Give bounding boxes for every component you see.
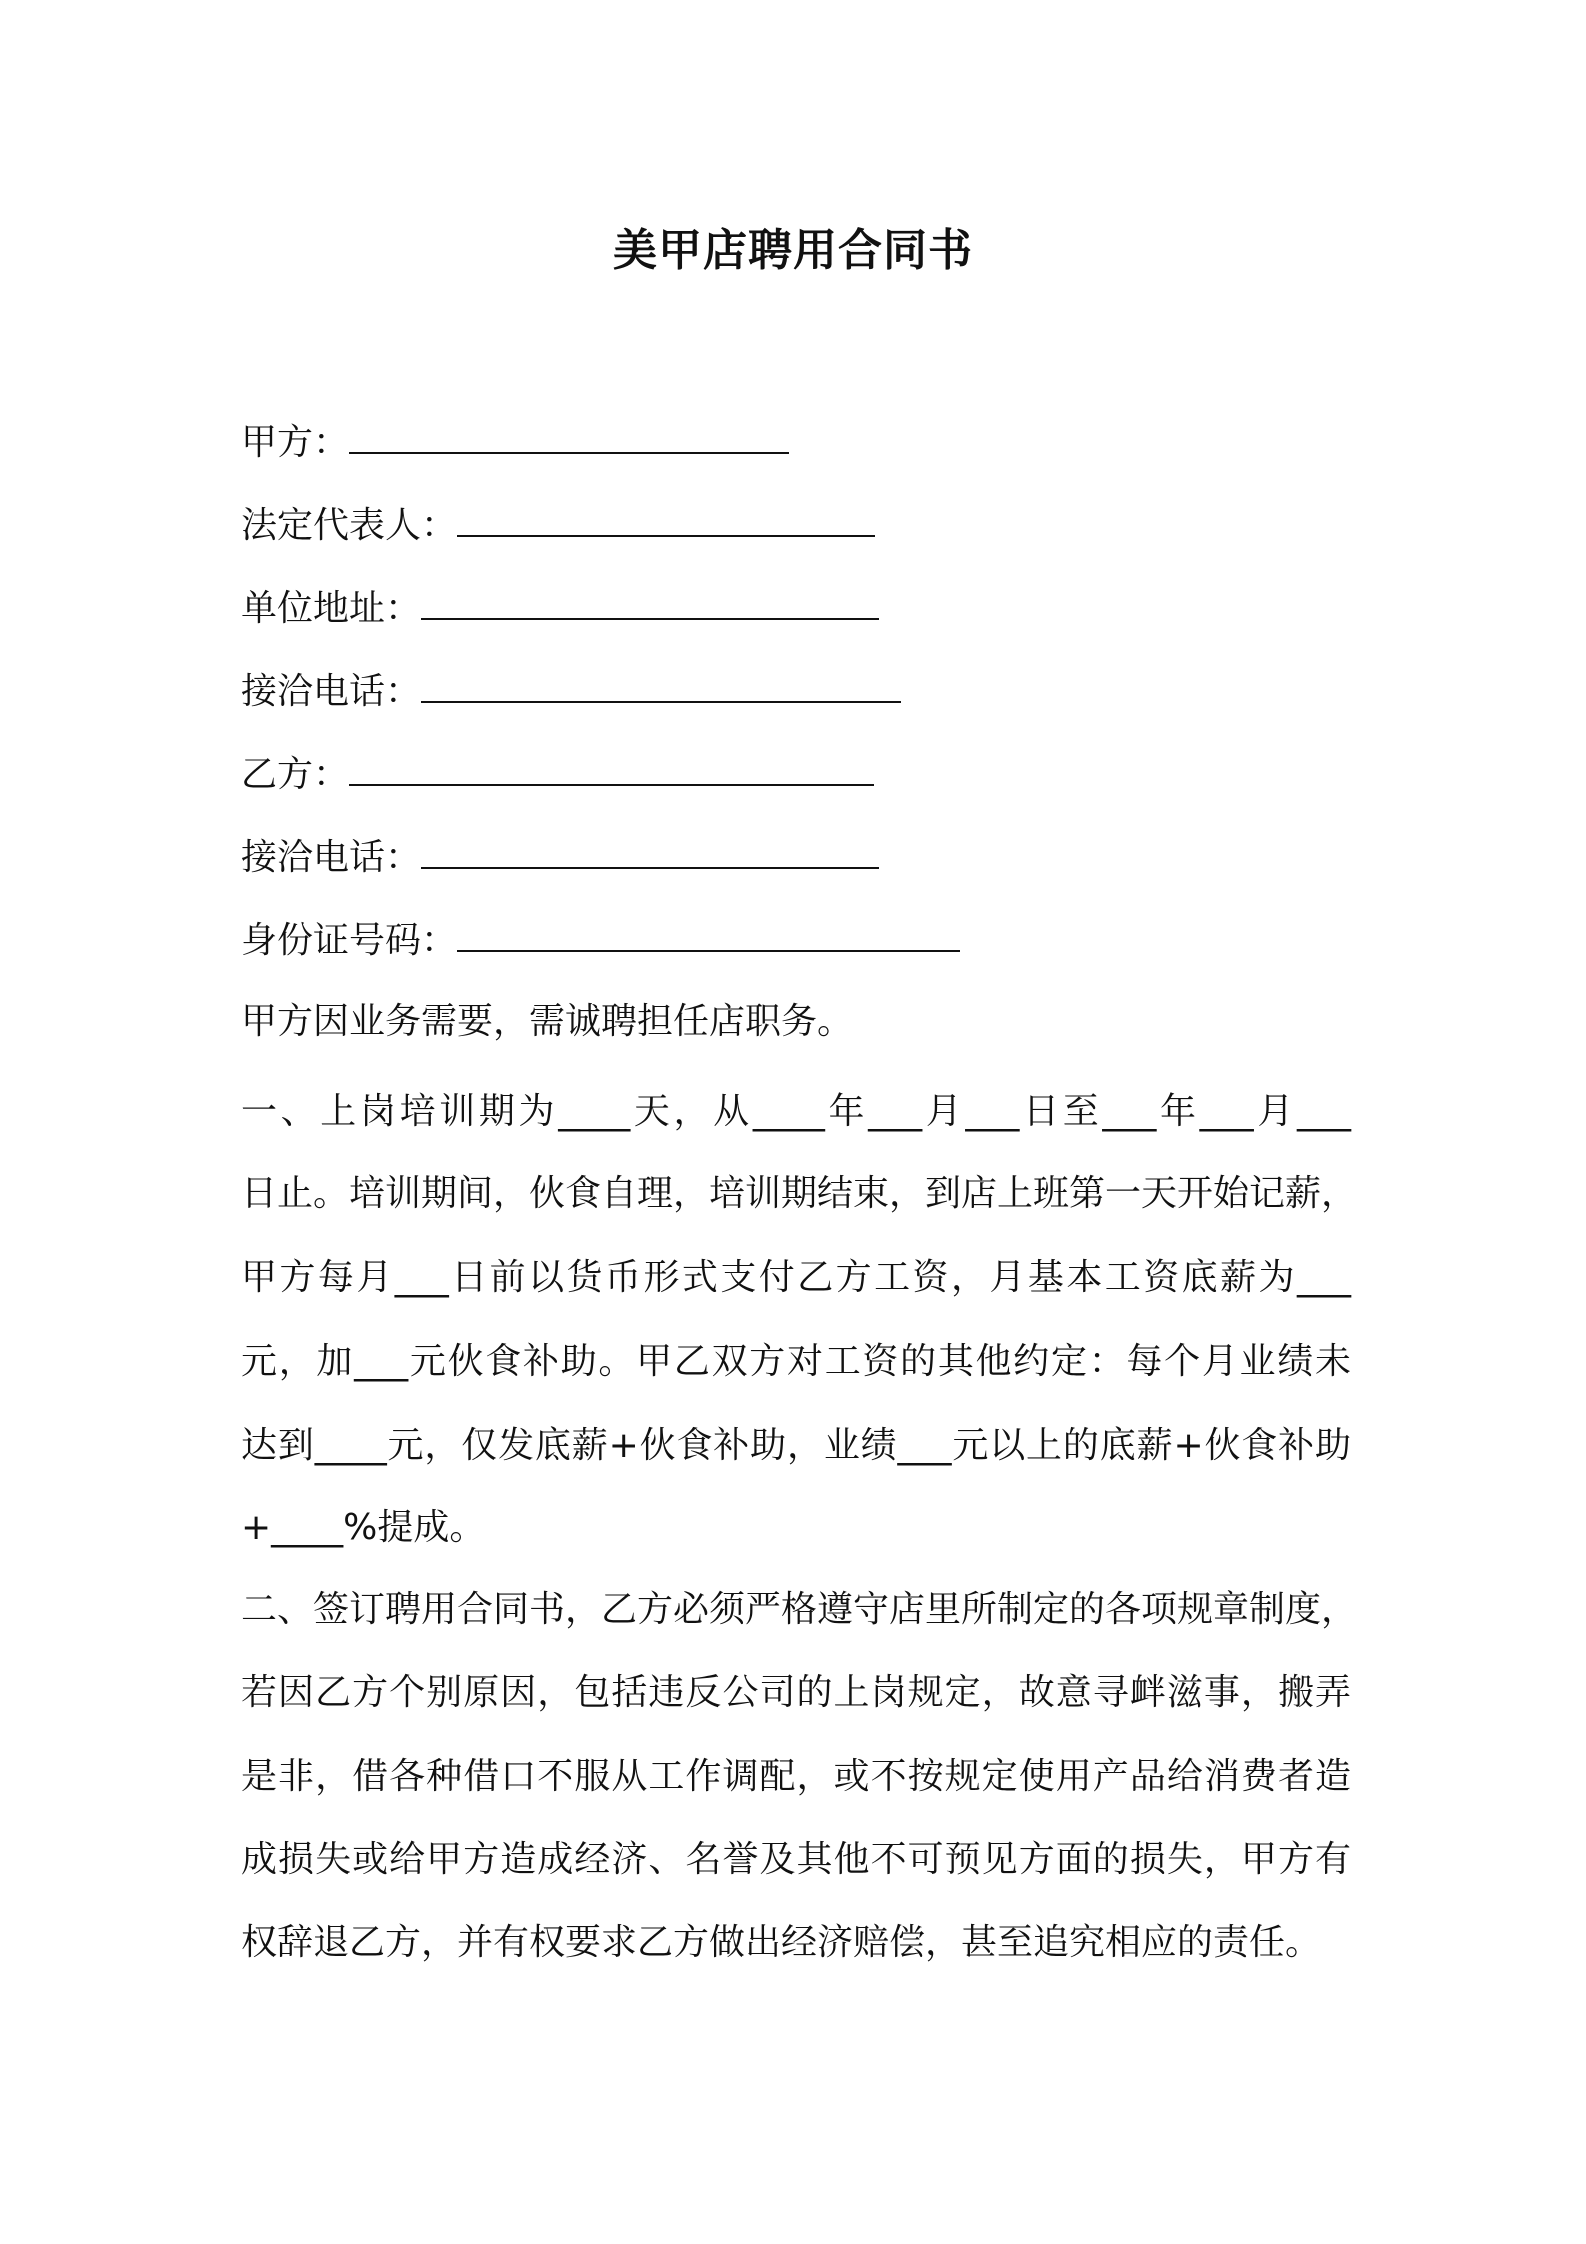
section-2-line: 是非，借各种借口不服从工作调配，或不按规定使用产品给消费者造 [241, 1756, 1351, 1797]
party-a-blank[interactable] [349, 418, 789, 454]
party-a-label: 甲方： [241, 422, 350, 463]
party-a-phone-blank[interactable] [421, 667, 901, 703]
document-title: 美甲店聘用合同书 [613, 225, 973, 276]
section-1-line: +____%提成。 [241, 1507, 486, 1548]
section-2-line: 二、签订聘用合同书，乙方必须严格遵守店里所制定的各项规章制度， [241, 1589, 1358, 1630]
section-1-line: 元，加___元伙食补助。甲乙双方对工资的其他约定：每个月业绩未 [241, 1341, 1351, 1382]
party-a-field [241, 418, 789, 467]
intro-paragraph: 甲方因业务需要，需诚聘担任店职务。 [241, 1001, 854, 1042]
section-2-line: 若因乙方个别原因，包括违反公司的上岗规定，故意寻衅滋事，搬弄 [241, 1672, 1351, 1713]
section-2-line: 权辞退乙方，并有权要求乙方做出经济赔偿，甚至追究相应的责任。 [241, 1922, 1322, 1963]
company-address-blank[interactable] [421, 584, 879, 620]
company-address-label: 单位地址： [241, 588, 422, 629]
section-1-line: 一、上岗培训期为____天，从____年___月___日至___年___月___ [241, 1091, 1351, 1132]
party-b-phone-field [241, 833, 879, 882]
party-b-label: 乙方： [241, 754, 350, 795]
legal-representative-label: 法定代表人： [241, 505, 458, 546]
id-number-field [241, 916, 960, 965]
section-2-line: 成损失或给甲方造成经济、名誉及其他不可预见方面的损失，甲方有 [241, 1839, 1351, 1880]
party-b-phone-blank[interactable] [421, 833, 879, 869]
section-1-line: 日止。培训期间，伙食自理，培训期结束，到店上班第一天开始记薪， [241, 1173, 1358, 1214]
legal-representative-field [241, 501, 875, 550]
party-b-field [241, 750, 874, 799]
party-b-blank[interactable] [349, 750, 874, 786]
legal-representative-blank[interactable] [457, 501, 875, 537]
company-address-field [241, 584, 879, 633]
section-1-line: 达到____元，仅发底薪+伙食补助，业绩___元以上的底薪+伙食补助 [241, 1425, 1351, 1466]
id-number-blank[interactable] [457, 916, 960, 952]
party-a-phone-field [241, 667, 901, 716]
id-number-label: 身份证号码： [241, 920, 458, 961]
party-b-phone-label: 接洽电话： [241, 837, 422, 878]
section-1-line: 甲方每月___日前以货币形式支付乙方工资，月基本工资底薪为___ [241, 1257, 1351, 1298]
party-a-phone-label: 接洽电话： [241, 671, 422, 712]
